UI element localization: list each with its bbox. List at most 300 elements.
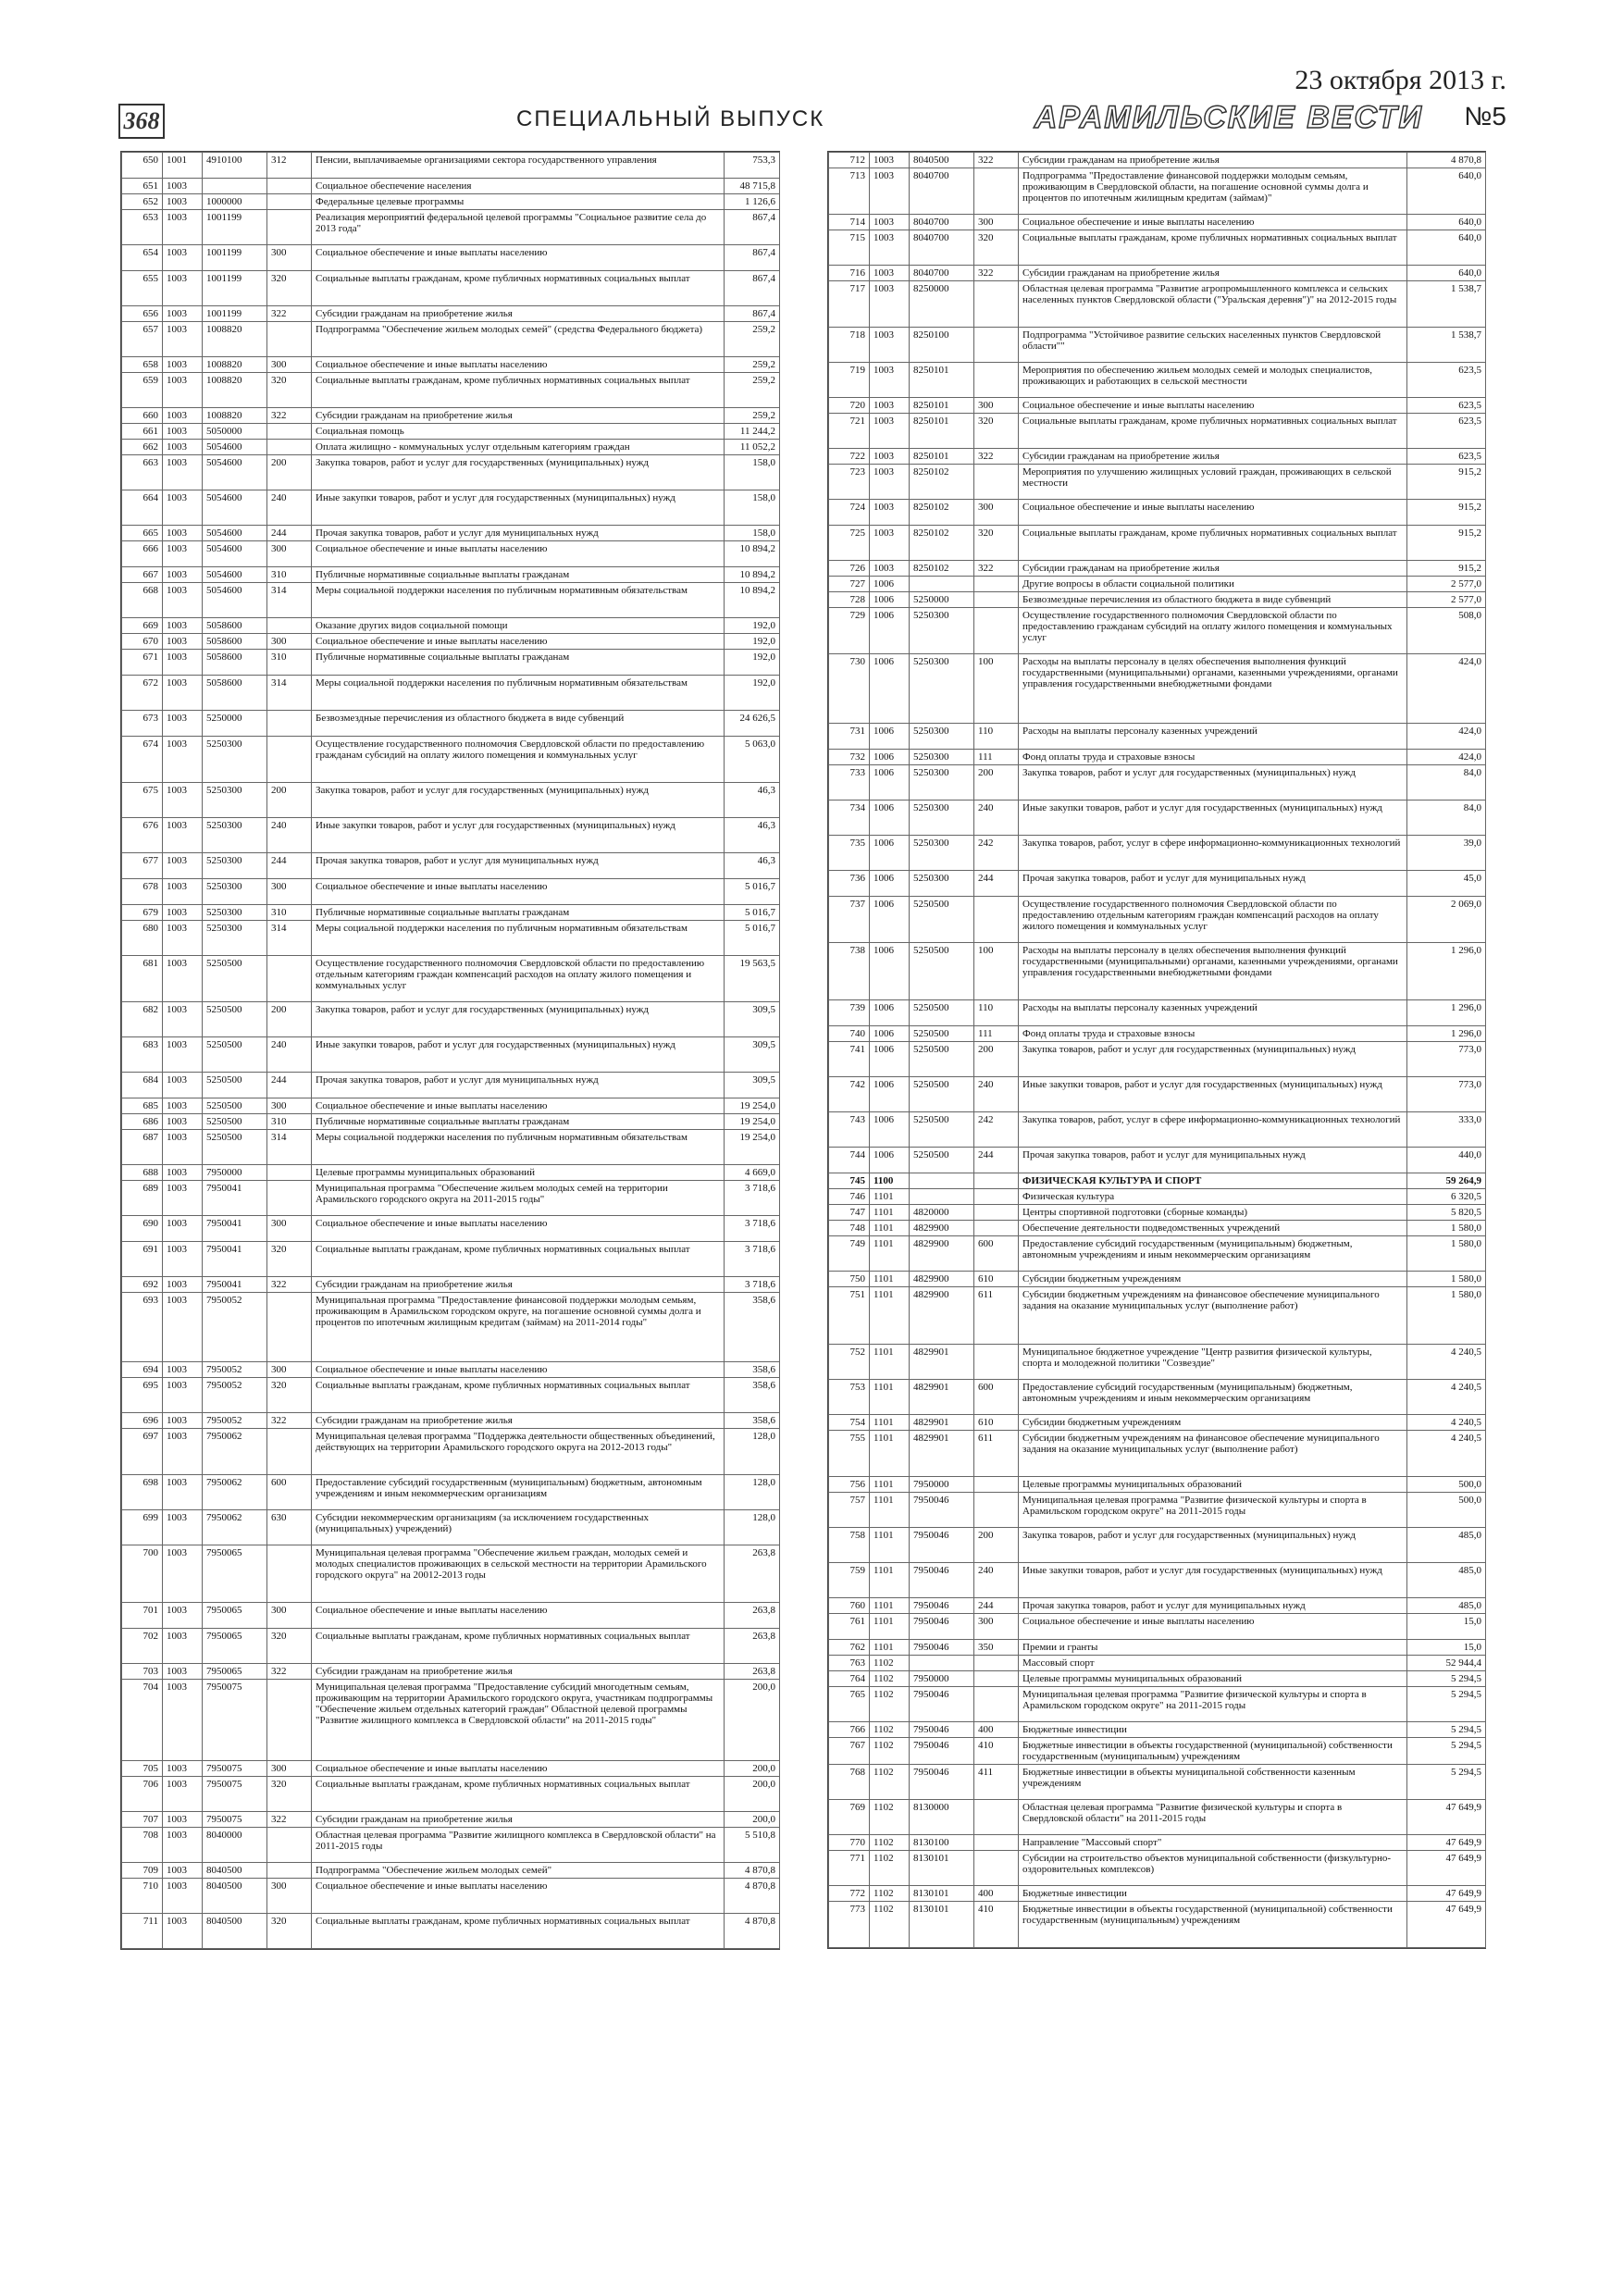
section-code: 1003	[870, 168, 910, 215]
target-article: 5250300	[203, 879, 267, 905]
description: Социальное обеспечение и иные выплаты населению	[1019, 398, 1407, 414]
section-code: 1003	[163, 455, 203, 490]
amount: 48 715,8	[725, 179, 780, 194]
table-row	[122, 1429, 780, 1475]
target-article: 7950075	[203, 1680, 267, 1761]
description: Расходы на выплаты персоналу в целях обеспечения выполнения функций государственными (муниципальными) органами, казенными учреждениями, органами управления государственными внебюджетными фондами	[1019, 943, 1407, 1000]
amount: 192,0	[725, 650, 780, 676]
description: Закупка товаров, работ и услуг для государственных (муниципальных) нужд	[1019, 1042, 1407, 1077]
section-code: 1006	[870, 1026, 910, 1042]
description: Субсидии гражданам на приобретение жилья	[1019, 561, 1407, 577]
expense-type: 322	[267, 306, 312, 322]
description: Социальное обеспечение и иные выплаты населению	[1019, 1614, 1407, 1640]
table-row	[829, 577, 1486, 592]
row-number: 679	[122, 905, 163, 921]
description: Социальное обеспечение и иные выплаты населению	[312, 879, 725, 905]
row-number: 726	[829, 561, 870, 577]
description: Бюджетные инвестиции	[1019, 1722, 1407, 1738]
expense-type: 300	[974, 215, 1019, 230]
amount: 485,0	[1407, 1563, 1486, 1598]
expense-type	[974, 168, 1019, 215]
description: ФИЗИЧЕСКАЯ КУЛЬТУРА И СПОРТ	[1019, 1173, 1407, 1189]
description: Иные закупки товаров, работ и услуг для государственных (муниципальных) нужд	[312, 818, 725, 853]
section-code: 1003	[163, 1413, 203, 1429]
expense-type: 320	[974, 414, 1019, 449]
description: Субсидии гражданам на приобретение жилья	[1019, 153, 1407, 168]
description: Закупка товаров, работ и услуг для государственных (муниципальных) нужд	[312, 455, 725, 490]
target-article: 8130101	[910, 1886, 974, 1902]
section-code: 1101	[870, 1614, 910, 1640]
row-number: 691	[122, 1242, 163, 1277]
section-code: 1003	[163, 1362, 203, 1378]
table-row	[122, 526, 780, 541]
section-code: 1003	[163, 1130, 203, 1165]
target-article: 4829901	[910, 1431, 974, 1477]
expense-type: 310	[267, 905, 312, 921]
amount: 2 577,0	[1407, 577, 1486, 592]
target-article: 8040700	[910, 168, 974, 215]
description: Фонд оплаты труда и страховые взносы	[1019, 750, 1407, 765]
issue-number: №5	[1464, 102, 1506, 130]
section-code: 1006	[870, 654, 910, 724]
row-number: 685	[122, 1098, 163, 1114]
target-article	[203, 179, 267, 194]
section-code: 1006	[870, 750, 910, 765]
page-header	[118, 65, 1506, 139]
target-article: 5250300	[910, 724, 974, 750]
amount: 263,8	[725, 1545, 780, 1603]
amount: 47 649,9	[1407, 1886, 1486, 1902]
expense-type	[267, 1181, 312, 1216]
target-article: 7950046	[910, 1614, 974, 1640]
target-article: 5250300	[910, 608, 974, 654]
section-code: 1101	[870, 1221, 910, 1236]
amount: 158,0	[725, 526, 780, 541]
section-code: 1003	[163, 1879, 203, 1914]
table-row	[829, 1000, 1486, 1026]
section-code: 1003	[163, 1181, 203, 1216]
table-row	[829, 1851, 1486, 1886]
row-number: 655	[122, 271, 163, 306]
row-number: 682	[122, 1002, 163, 1037]
expense-type: 322	[974, 266, 1019, 281]
section-code: 1101	[870, 1640, 910, 1656]
section-code: 1003	[163, 1037, 203, 1073]
table-row	[122, 1545, 780, 1603]
expense-type	[974, 465, 1019, 500]
section-code: 1003	[163, 618, 203, 634]
expense-type: 320	[267, 1629, 312, 1664]
row-number: 720	[829, 398, 870, 414]
target-article: 7950065	[203, 1545, 267, 1603]
target-article: 1008820	[203, 408, 267, 424]
section-code: 1102	[870, 1835, 910, 1851]
target-article: 7950046	[910, 1687, 974, 1722]
description: Муниципальное бюджетное учреждение "Центр развития физической культуры, спорта и молодежной политики "Созвездие"	[1019, 1345, 1407, 1380]
target-article: 5250300	[910, 871, 974, 897]
description: Субсидии бюджетным учреждениям на финансовое обеспечение муниципального задания на оказание муниципальных услуг (выполнение работ)	[1019, 1287, 1407, 1345]
expense-type: 310	[267, 1114, 312, 1130]
target-article: 8040500	[203, 1863, 267, 1879]
description: Закупка товаров, работ и услуг для государственных (муниципальных) нужд	[1019, 765, 1407, 800]
target-article: 5054600	[203, 455, 267, 490]
row-number: 709	[122, 1863, 163, 1879]
target-article: 7950041	[203, 1242, 267, 1277]
section-code: 1003	[870, 215, 910, 230]
amount: 259,2	[725, 357, 780, 373]
expense-type: 611	[974, 1287, 1019, 1345]
description: Прочая закупка товаров, работ и услуг для муниципальных нужд	[312, 526, 725, 541]
section-code: 1102	[870, 1656, 910, 1671]
amount: 11 052,2	[725, 440, 780, 455]
table-row	[829, 1431, 1486, 1477]
table-row	[122, 1879, 780, 1914]
description: Расходы на выплаты персоналу казенных учреждений	[1019, 1000, 1407, 1026]
description: Субсидии гражданам на приобретение жилья	[312, 408, 725, 424]
target-article: 7950062	[203, 1510, 267, 1545]
table-row	[122, 1510, 780, 1545]
description: Субсидии гражданам на приобретение жилья	[312, 306, 725, 322]
amount: 59 264,9	[1407, 1173, 1486, 1189]
section-code: 1003	[163, 1629, 203, 1664]
table-row	[829, 281, 1486, 328]
row-number: 749	[829, 1236, 870, 1272]
target-article: 8130100	[910, 1835, 974, 1851]
table-row	[122, 1073, 780, 1098]
table-row	[829, 1272, 1486, 1287]
target-article: 5054600	[203, 490, 267, 526]
row-number: 731	[829, 724, 870, 750]
table-row	[829, 266, 1486, 281]
expense-type: 322	[267, 1413, 312, 1429]
expense-type	[267, 424, 312, 440]
expense-type: 411	[974, 1765, 1019, 1800]
expense-type: 300	[974, 398, 1019, 414]
section-code: 1101	[870, 1345, 910, 1380]
target-article: 5250500	[910, 1112, 974, 1148]
section-code: 1003	[163, 1073, 203, 1098]
row-number: 740	[829, 1026, 870, 1042]
table-row	[122, 541, 780, 567]
row-number: 712	[829, 153, 870, 168]
target-article	[910, 577, 974, 592]
expense-type: 244	[267, 853, 312, 879]
section-code: 1101	[870, 1477, 910, 1493]
row-number: 676	[122, 818, 163, 853]
table-row	[122, 905, 780, 921]
amount: 200,0	[725, 1812, 780, 1828]
target-article: 5250500	[203, 1098, 267, 1114]
description: Социальное обеспечение и иные выплаты населению	[312, 1761, 725, 1777]
expense-type	[267, 1429, 312, 1475]
amount: 1 580,0	[1407, 1287, 1486, 1345]
description: Закупка товаров, работ и услуг для государственных (муниципальных) нужд	[312, 783, 725, 818]
row-number: 739	[829, 1000, 870, 1026]
table-row	[122, 210, 780, 245]
expense-type	[974, 1656, 1019, 1671]
amount: 15,0	[1407, 1640, 1486, 1656]
expense-type: 300	[267, 1098, 312, 1114]
table-row	[829, 1173, 1486, 1189]
row-number: 706	[122, 1777, 163, 1812]
description: Социальные выплаты гражданам, кроме публичных нормативных социальных выплат	[312, 1378, 725, 1413]
amount: 5 294,5	[1407, 1765, 1486, 1800]
amount: 309,5	[725, 1037, 780, 1073]
description: Социальное обеспечение и иные выплаты населению	[312, 1216, 725, 1242]
expense-type	[267, 956, 312, 1002]
target-article: 7950075	[203, 1777, 267, 1812]
amount: 15,0	[1407, 1614, 1486, 1640]
row-number: 766	[829, 1722, 870, 1738]
table-row	[829, 1026, 1486, 1042]
description: Премии и гранты	[1019, 1640, 1407, 1656]
section-code: 1006	[870, 765, 910, 800]
target-article: 7950046	[910, 1738, 974, 1765]
description: Социальное обеспечение и иные выплаты населению	[312, 357, 725, 373]
expense-type: 200	[267, 455, 312, 490]
target-article: 7950046	[910, 1493, 974, 1528]
description: Мероприятия по улучшению жилищных условий граждан, проживающих в сельской местности	[1019, 465, 1407, 500]
target-article: 8250102	[910, 465, 974, 500]
target-article: 1008820	[203, 322, 267, 357]
amount: 4 870,8	[725, 1914, 780, 1949]
section-code: 1006	[870, 871, 910, 897]
table-row	[122, 271, 780, 306]
section-code: 1101	[870, 1563, 910, 1598]
description: Субсидии бюджетным учреждениям	[1019, 1415, 1407, 1431]
amount: 19 563,5	[725, 956, 780, 1002]
table-row	[122, 567, 780, 583]
description: Муниципальная целевая программа "Развитие физической культуры и спорта в Арамильском городском округе" на 2011-2015 годы	[1019, 1493, 1407, 1528]
section-code: 1003	[163, 1761, 203, 1777]
expense-type	[974, 1687, 1019, 1722]
amount: 46,3	[725, 853, 780, 879]
table-row	[122, 1828, 780, 1863]
section-code: 1006	[870, 1148, 910, 1173]
table-row	[829, 1528, 1486, 1563]
target-article: 5054600	[203, 526, 267, 541]
target-article: 5250300	[203, 818, 267, 853]
amount: 47 649,9	[1407, 1800, 1486, 1835]
row-number: 658	[122, 357, 163, 373]
amount: 640,0	[1407, 230, 1486, 266]
target-article: 5058600	[203, 650, 267, 676]
amount: 4 240,5	[1407, 1345, 1486, 1380]
row-number: 713	[829, 168, 870, 215]
left-budget-table	[120, 151, 780, 1950]
section-code: 1003	[163, 526, 203, 541]
expense-type	[267, 1680, 312, 1761]
description: Социальная помощь	[312, 424, 725, 440]
target-article: 5250300	[910, 836, 974, 871]
amount: 915,2	[1407, 526, 1486, 561]
row-number: 734	[829, 800, 870, 836]
table-row	[122, 1629, 780, 1664]
description: Субсидии некоммерческим организациям (за исключением государственных (муниципальных) учреждений)	[312, 1510, 725, 1545]
target-article: 7950046	[910, 1765, 974, 1800]
expense-type: 400	[974, 1722, 1019, 1738]
row-number: 662	[122, 440, 163, 455]
expense-type	[974, 1835, 1019, 1851]
table-row	[829, 215, 1486, 230]
right-budget-table	[827, 151, 1486, 1949]
expense-type: 300	[974, 500, 1019, 526]
description: Муниципальная программа "Предоставление финансовой поддержки молодым семьям, проживающим в Арамильском городском округе, на погашение основной суммы долга и процентов по ипотечным жилищным кредитам (займам) на 2011-2014 годы"	[312, 1293, 725, 1362]
target-article: 7950046	[910, 1528, 974, 1563]
description: Публичные нормативные социальные выплаты гражданам	[312, 1114, 725, 1130]
table-row	[122, 306, 780, 322]
section-code: 1003	[163, 921, 203, 956]
row-number: 711	[122, 1914, 163, 1949]
description: Обеспечение деятельности подведомственных учреждений	[1019, 1221, 1407, 1236]
table-row	[122, 490, 780, 526]
target-article: 8250102	[910, 500, 974, 526]
expense-type	[267, 711, 312, 737]
target-article: 5058600	[203, 676, 267, 711]
table-row	[829, 1221, 1486, 1236]
section-code: 1101	[870, 1415, 910, 1431]
description: Субсидии гражданам на приобретение жилья	[312, 1277, 725, 1293]
amount: 10 894,2	[725, 541, 780, 567]
amount: 5 016,7	[725, 921, 780, 956]
amount: 200,0	[725, 1761, 780, 1777]
expense-type: 244	[974, 1598, 1019, 1614]
table-row	[829, 765, 1486, 800]
section-code: 1003	[870, 328, 910, 363]
row-number: 742	[829, 1077, 870, 1112]
section-code: 1003	[163, 1510, 203, 1545]
expense-type: 320	[974, 230, 1019, 266]
row-number: 725	[829, 526, 870, 561]
target-article: 7950046	[910, 1722, 974, 1738]
expense-type: 314	[267, 676, 312, 711]
row-number: 666	[122, 541, 163, 567]
section-code: 1003	[163, 1002, 203, 1037]
description: Муниципальная программа "Обеспечение жильем молодых семей на территории Арамильского городского округа на 2011-2015 годы"	[312, 1181, 725, 1216]
row-number: 659	[122, 373, 163, 408]
expense-type	[974, 328, 1019, 363]
table-row	[122, 1293, 780, 1362]
row-number: 664	[122, 490, 163, 526]
expense-type	[974, 1477, 1019, 1493]
row-number: 656	[122, 306, 163, 322]
table-row	[122, 1378, 780, 1413]
table-row	[122, 583, 780, 618]
table-row	[829, 414, 1486, 449]
description: Публичные нормативные социальные выплаты гражданам	[312, 905, 725, 921]
description: Закупка товаров, работ и услуг для государственных (муниципальных) нужд	[312, 1002, 725, 1037]
section-code: 1003	[163, 956, 203, 1002]
description: Оказание других видов социальной помощи	[312, 618, 725, 634]
row-number: 717	[829, 281, 870, 328]
row-number: 743	[829, 1112, 870, 1148]
section-code: 1102	[870, 1800, 910, 1835]
section-code: 1003	[163, 373, 203, 408]
section-code: 1101	[870, 1431, 910, 1477]
table-row	[122, 711, 780, 737]
row-number: 759	[829, 1563, 870, 1598]
row-number: 665	[122, 526, 163, 541]
table-row	[829, 328, 1486, 363]
description: Бюджетные инвестиции в объекты муниципальной собственности казенным учреждениям	[1019, 1765, 1407, 1800]
expense-type: 300	[267, 879, 312, 905]
expense-type: 350	[974, 1640, 1019, 1656]
target-article: 5250300	[203, 853, 267, 879]
table-row	[122, 1242, 780, 1277]
table-row	[829, 1614, 1486, 1640]
section-code: 1101	[870, 1380, 910, 1415]
amount: 6 320,5	[1407, 1189, 1486, 1205]
table-row	[122, 879, 780, 905]
description: Федеральные целевые программы	[312, 194, 725, 210]
description: Муниципальная целевая программа "Поддержка деятельности общественных объединений, действующих на территории Арамильского городского округа на 2012-2013 годы"	[312, 1429, 725, 1475]
description: Прочая закупка товаров, работ и услуг для муниципальных нужд	[312, 853, 725, 879]
table-row	[829, 1902, 1486, 1948]
table-row	[122, 322, 780, 357]
description: Публичные нормативные социальные выплаты гражданам	[312, 567, 725, 583]
target-article: 5250500	[203, 1037, 267, 1073]
target-article: 5054600	[203, 583, 267, 618]
expense-type: 610	[974, 1272, 1019, 1287]
row-number: 771	[829, 1851, 870, 1886]
target-article: 7950041	[203, 1181, 267, 1216]
row-number: 732	[829, 750, 870, 765]
expense-type: 610	[974, 1415, 1019, 1431]
section-code: 1003	[163, 357, 203, 373]
row-number: 669	[122, 618, 163, 634]
target-article: 7950062	[203, 1429, 267, 1475]
expense-type: 322	[974, 153, 1019, 168]
row-number: 674	[122, 737, 163, 783]
expense-type: 240	[974, 1563, 1019, 1598]
section-code: 1003	[163, 1545, 203, 1603]
amount: 24 626,5	[725, 711, 780, 737]
description: Закупка товаров, работ, услуг в сфере информационно-коммуникационных технологий	[1019, 1112, 1407, 1148]
amount: 4 240,5	[1407, 1380, 1486, 1415]
expense-type: 300	[267, 1603, 312, 1629]
amount: 84,0	[1407, 800, 1486, 836]
table-row	[122, 853, 780, 879]
table-row	[829, 871, 1486, 897]
row-number: 651	[122, 179, 163, 194]
description: Предоставление субсидий государственным (муниципальным) бюджетным, автономным учреждениям и иным некоммерческим организациям	[312, 1475, 725, 1510]
expense-type	[267, 1293, 312, 1362]
section-code: 1006	[870, 592, 910, 608]
issue-date: 23 октября 2013 г.	[1295, 65, 1506, 95]
amount: 358,6	[725, 1378, 780, 1413]
table-row	[122, 455, 780, 490]
description: Иные закупки товаров, работ и услуг для государственных (муниципальных) нужд	[1019, 800, 1407, 836]
amount: 1 538,7	[1407, 328, 1486, 363]
target-article: 5058600	[203, 634, 267, 650]
expense-type: 200	[974, 1042, 1019, 1077]
description: Муниципальная целевая программа "Развитие физической культуры и спорта в Арамильском городском округе" на 2011-2015 годы	[1019, 1687, 1407, 1722]
expense-type: 200	[267, 783, 312, 818]
target-article: 5250500	[203, 1130, 267, 1165]
description: Прочая закупка товаров, работ и услуг для муниципальных нужд	[1019, 1148, 1407, 1173]
expense-type: 300	[267, 1879, 312, 1914]
amount: 192,0	[725, 634, 780, 650]
row-number: 748	[829, 1221, 870, 1236]
section-code: 1003	[163, 1098, 203, 1114]
section-code: 1006	[870, 1000, 910, 1026]
section-code: 1003	[163, 1812, 203, 1828]
table-row	[829, 1687, 1486, 1722]
row-number: 757	[829, 1493, 870, 1528]
row-number: 703	[122, 1664, 163, 1680]
table-row	[829, 1148, 1486, 1173]
section-code: 1101	[870, 1272, 910, 1287]
